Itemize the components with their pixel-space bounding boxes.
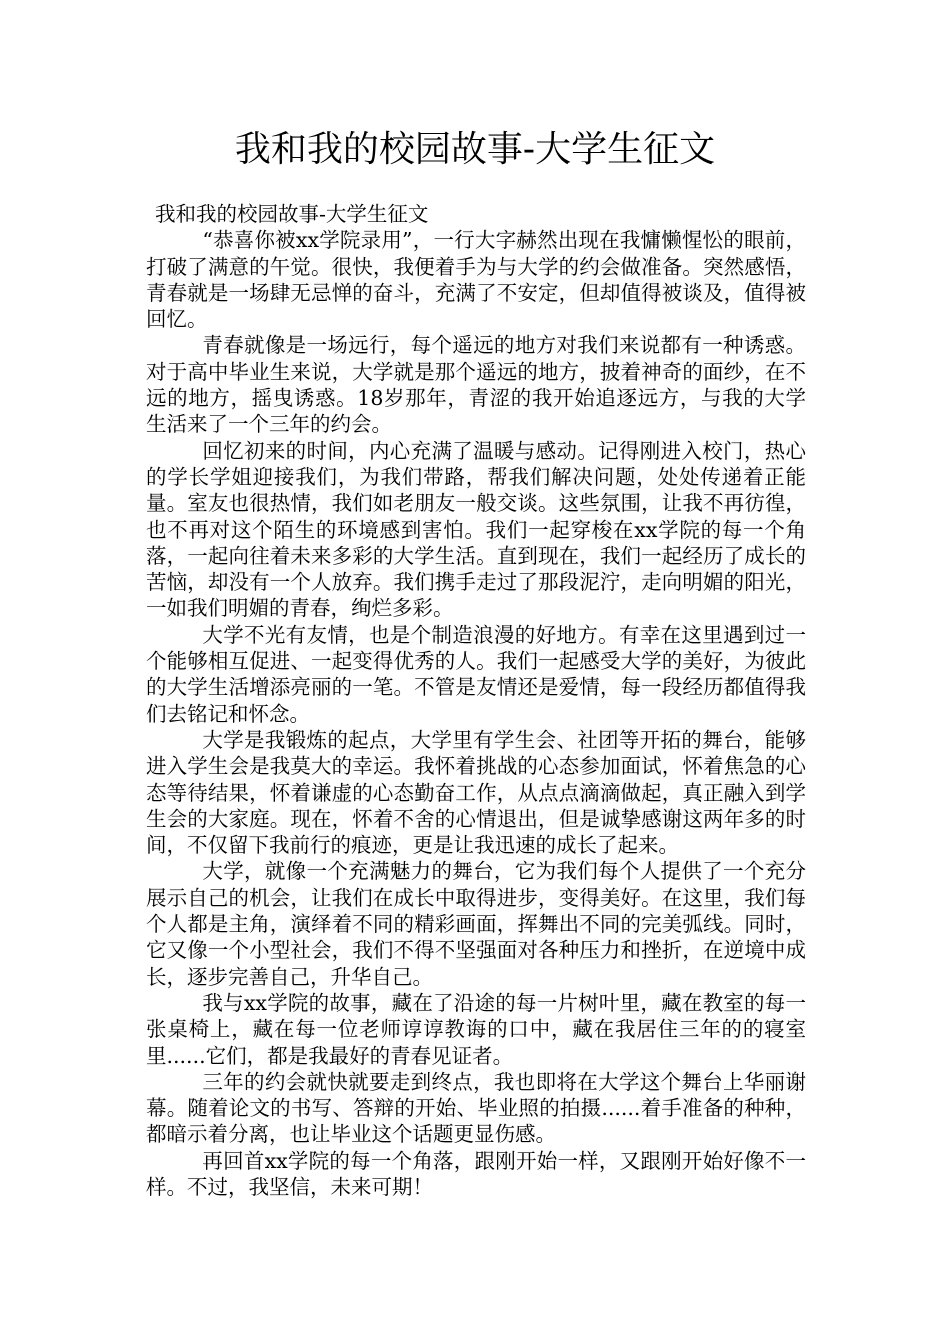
paragraph-3: 回忆初来的时间，内心充满了温暖与感动。记得刚进入校门，热心的学长学姐迎接我们，为我们带路，帮我们解决问题，处处传递着正能量。室友也很热情，我们如老朋友一般交谈。这些氛围，让我不再彷徨，也不再对这个陌生的环境感到害怕。我们一起穿梭在xx学院的每一个角落，一起向往着未来多彩的大学生活。直到现在，我们一起经历了成长的苦恼，却没有一个人放弃。我们携手走过了那段泥泞，走向明媚的阳光，一如我们明媚的青春，绚烂多彩。 [146,438,806,621]
paragraph-2: 青春就像是一场远行，每个遥远的地方对我们来说都有一种诱惑。对于高中毕业生来说，大学就是那个遥远的地方，披着神奇的面纱，在不远的地方，摇曳诱惑。18岁那年，青涩的我开始追逐远方，与我的大学生活来了一个三年的约会。 [146,333,806,437]
paragraph-8: 三年的约会就快就要走到终点，我也即将在大学这个舞台上华丽谢幕。随着论文的书写、答辩的开始、毕业照的拍摄......着手准备的种种，都暗示着分离，也让毕业这个话题更显伤感。 [146,1069,806,1147]
document-body [146,201,806,1200]
paragraph-1: “恭喜你被xx学院录用”，一行大字赫然出现在我慵懒惺忪的眼前，打破了满意的午觉。很快，我便着手为与大学的约会做准备。突然感悟，青春就是一场肆无忌惮的奋斗，充满了不安定，但却值得被谈及，值得被回忆。 [146,228,806,332]
paragraph-4: 大学不光有友情，也是个制造浪漫的好地方。有幸在这里遇到过一个能够相互促进、一起变得优秀的人。我们一起感受大学的美好，为彼此的大学生活增添亮丽的一笔。不管是友情还是爱情，每一段经历都值得我们去铭记和怀念。 [146,622,806,726]
paragraph-6: 大学，就像一个充满魅力的舞台，它为我们每个人提供了一个充分展示自己的机会，让我们在成长中取得进步，变得美好。在这里，我们每个人都是主角，演绎着不同的精彩画面，挥舞出不同的完美弧线。同时，它又像一个小型社会，我们不得不坚强面对各种压力和挫折，在逆境中成长，逐步完善自己，升华自己。 [146,859,806,989]
document-title: 我和我的校园故事-大学生征文 [234,129,716,170]
document-subtitle: 我和我的校园故事-大学生征文 [155,202,429,226]
paragraph-7: 我与xx学院的故事，藏在了沿途的每一片树叶里，藏在教室的每一张桌椅上，藏在每一位老师谆谆教诲的口中，藏在我居住三年的的寝室里......它们，都是我最好的青春见证者。 [146,990,806,1068]
paragraph-5: 大学是我锻炼的起点，大学里有学生会、社团等开拓的舞台，能够进入学生会是我莫大的幸运。我怀着挑战的心态参加面试，怀着焦急的心态等待结果，怀着谦虚的心态勤奋工作，从点点滴滴做起，真正融入到学生会的大家庭。现在，怀着不舍的心情退出，但是诚挚感谢这两年多的时间，不仅留下我前行的痕迹，更是让我迅速的成长了起来。 [146,727,806,858]
paragraph-9: 再回首xx学院的每一个角落，跟刚开始一样，又跟刚开始好像不一样。不过，我坚信，未来可期！ [146,1148,806,1199]
